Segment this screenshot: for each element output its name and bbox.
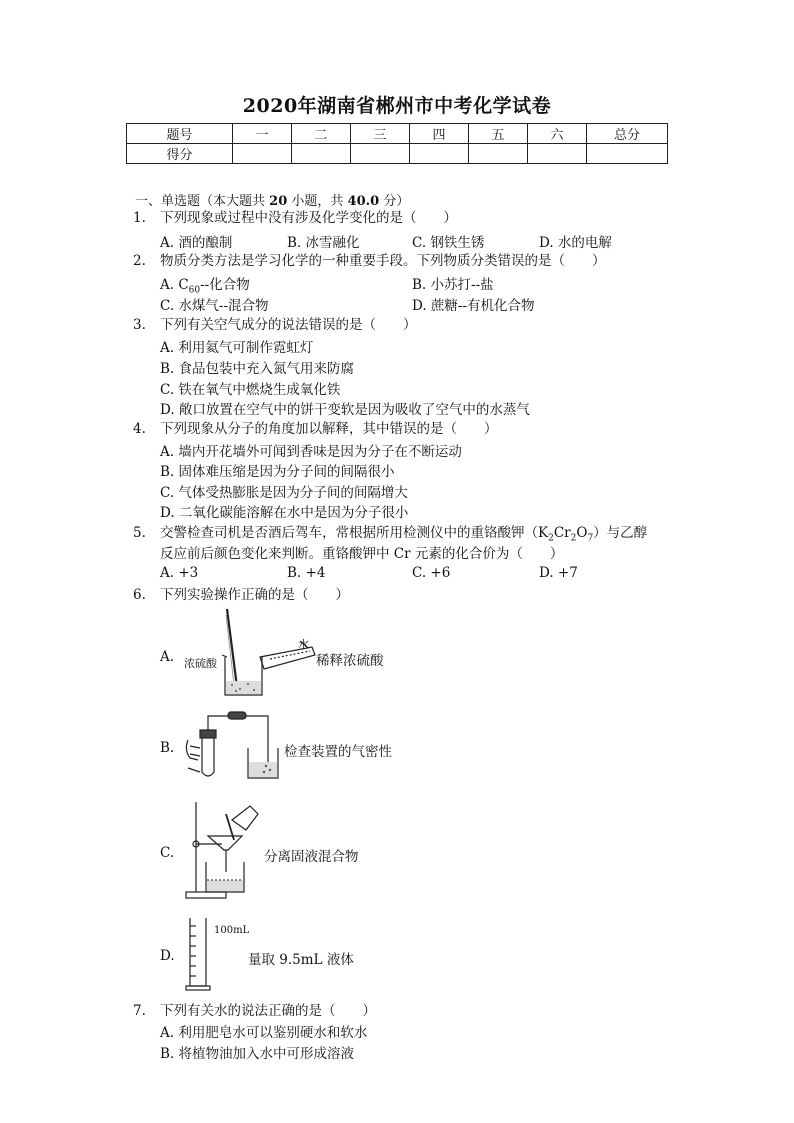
exam-title: 2020年湖南省郴州市中考化学试卷 <box>242 95 552 117</box>
section-count: 20 <box>269 194 288 209</box>
option-a-desc: 稀释浓硫酸 <box>316 653 384 669</box>
option-b[interactable]: B. <box>160 740 175 756</box>
option-a-text: A. C <box>160 277 189 293</box>
option-a[interactable]: A. <box>160 649 175 665</box>
question-number: 7. <box>133 1003 146 1019</box>
option-d[interactable]: D. 蔗糖--有机化合物 <box>412 298 535 314</box>
label-conc-acid: 浓硫酸 <box>184 657 217 670</box>
score-cell: 五 <box>469 124 528 144</box>
option-a[interactable]: A. 墙内开花墙外可闻到香味是因为分子在不断运动 <box>160 444 462 460</box>
score-input-cell[interactable] <box>233 144 292 164</box>
score-cell: 二 <box>292 124 351 144</box>
option-b[interactable]: B. 冰雪融化 <box>287 235 360 251</box>
filtration-illustration <box>182 800 272 900</box>
graduated-cylinder-illustration <box>184 916 214 992</box>
option-c[interactable]: C. <box>160 845 175 861</box>
option-a[interactable]: A. 酒的酿制 <box>160 235 233 251</box>
score-cell: 六 <box>528 124 587 144</box>
label-water: 水 <box>298 638 309 651</box>
question-number: 4. <box>133 421 146 437</box>
score-cell: 得分 <box>127 144 233 164</box>
section-end: 分） <box>383 194 410 209</box>
option-d[interactable]: D. 二氧化碳能溶解在水中是因为分子很小 <box>160 505 409 521</box>
score-cell: 题号 <box>127 124 233 144</box>
airtightness-illustration <box>182 710 282 785</box>
option-c-desc: 分离固液混合物 <box>264 849 359 865</box>
question-number: 5. <box>133 525 146 541</box>
q5-text: Cr <box>553 525 571 541</box>
option-a-rest: --化合物 <box>200 277 250 293</box>
option-b[interactable]: B. 固体难压缩是因为分子间的间隔很小 <box>160 464 395 480</box>
score-input-cell[interactable] <box>587 144 668 164</box>
section-mid: 小题，共 <box>291 194 344 209</box>
question-number: 3. <box>133 317 146 333</box>
option-d-desc: 量取 9.5mL 液体 <box>248 952 354 968</box>
option-b-desc: 检查装置的气密性 <box>284 744 392 760</box>
option-c[interactable]: C. 气体受热膨胀是因为分子间的间隔增大 <box>160 485 408 501</box>
score-input-cell[interactable] <box>351 144 410 164</box>
score-table-score-row <box>127 144 668 164</box>
option-b[interactable]: B. 小苏打--盐 <box>412 277 494 293</box>
option-d[interactable]: D. 敞口放置在空气中的饼干变软是因为吸收了空气中的水蒸气 <box>160 402 530 418</box>
question-6-stem: 下列实验操作正确的是（ ） <box>160 587 349 603</box>
score-cell: 四 <box>410 124 469 144</box>
option-b[interactable]: B. 将植物油加入水中可形成溶液 <box>160 1046 355 1062</box>
option-c[interactable]: C. 铁在氧气中燃烧生成氧化铁 <box>160 382 341 398</box>
question-number: 2. <box>133 253 146 269</box>
question-number: 6. <box>133 587 146 603</box>
subscript-60: 60 <box>188 285 201 296</box>
q5-text: 交警检查司机是否酒后驾车，常根据所用检测仪中的重铬酸钾（K <box>160 525 549 541</box>
option-a[interactable] <box>160 273 250 296</box>
section-heading <box>135 190 409 209</box>
option-d[interactable]: D. <box>160 948 175 964</box>
option-d[interactable]: D. 水的电解 <box>539 235 612 251</box>
option-c[interactable]: C. +6 <box>412 565 451 581</box>
score-input-cell[interactable] <box>528 144 587 164</box>
option-b[interactable]: B. 食品包装中充入氮气用来防腐 <box>160 361 355 377</box>
score-input-cell[interactable] <box>469 144 528 164</box>
option-b[interactable]: B. +4 <box>287 565 326 581</box>
score-cell: 一 <box>233 124 292 144</box>
subscript: 2 <box>548 533 554 544</box>
q5-text: O <box>576 525 588 541</box>
q5-text: ）与乙醇 <box>593 525 648 541</box>
score-cell: 三 <box>351 124 410 144</box>
option-d[interactable]: D. +7 <box>539 565 578 581</box>
option-c[interactable]: C. 钢铁生锈 <box>412 235 485 251</box>
score-cell: 总分 <box>587 124 668 144</box>
question-7-stem: 下列有关水的说法正确的是（ ） <box>160 1003 376 1019</box>
question-1-stem: 下列现象或过程中没有涉及化学变化的是（ ） <box>160 210 457 226</box>
question-4-stem: 下列现象从分子的角度加以解释，其中错误的是（ ） <box>160 421 498 437</box>
score-table-header-row <box>127 124 668 144</box>
subscript: 7 <box>587 533 594 544</box>
section-label: 一、单选题（本大题共 <box>135 194 266 209</box>
question-3-stem: 下列有关空气成分的说法错误的是（ ） <box>160 317 417 333</box>
score-input-cell[interactable] <box>410 144 469 164</box>
option-a[interactable]: A. 利用氦气可制作霓虹灯 <box>160 340 314 356</box>
question-number: 1. <box>133 210 146 226</box>
section-points: 40.0 <box>347 194 380 209</box>
score-table <box>126 123 668 164</box>
question-2-stem: 物质分类方法是学习化学的一种重要手段。下列物质分类错误的是（ ） <box>160 253 606 269</box>
option-a[interactable]: A. 利用肥皂水可以鉴别硬水和软水 <box>160 1025 368 1041</box>
question-5-stem-line2: 反应前后颜色变化来判断。重铬酸钾中 Cr 元素的化合价为（ ） <box>160 546 564 562</box>
label-100ml: 100mL <box>214 925 250 936</box>
score-input-cell[interactable] <box>292 144 351 164</box>
option-a[interactable]: A. +3 <box>160 565 199 581</box>
subscript: 2 <box>570 533 577 544</box>
option-c[interactable]: C. 水煤气--混合物 <box>160 298 269 314</box>
